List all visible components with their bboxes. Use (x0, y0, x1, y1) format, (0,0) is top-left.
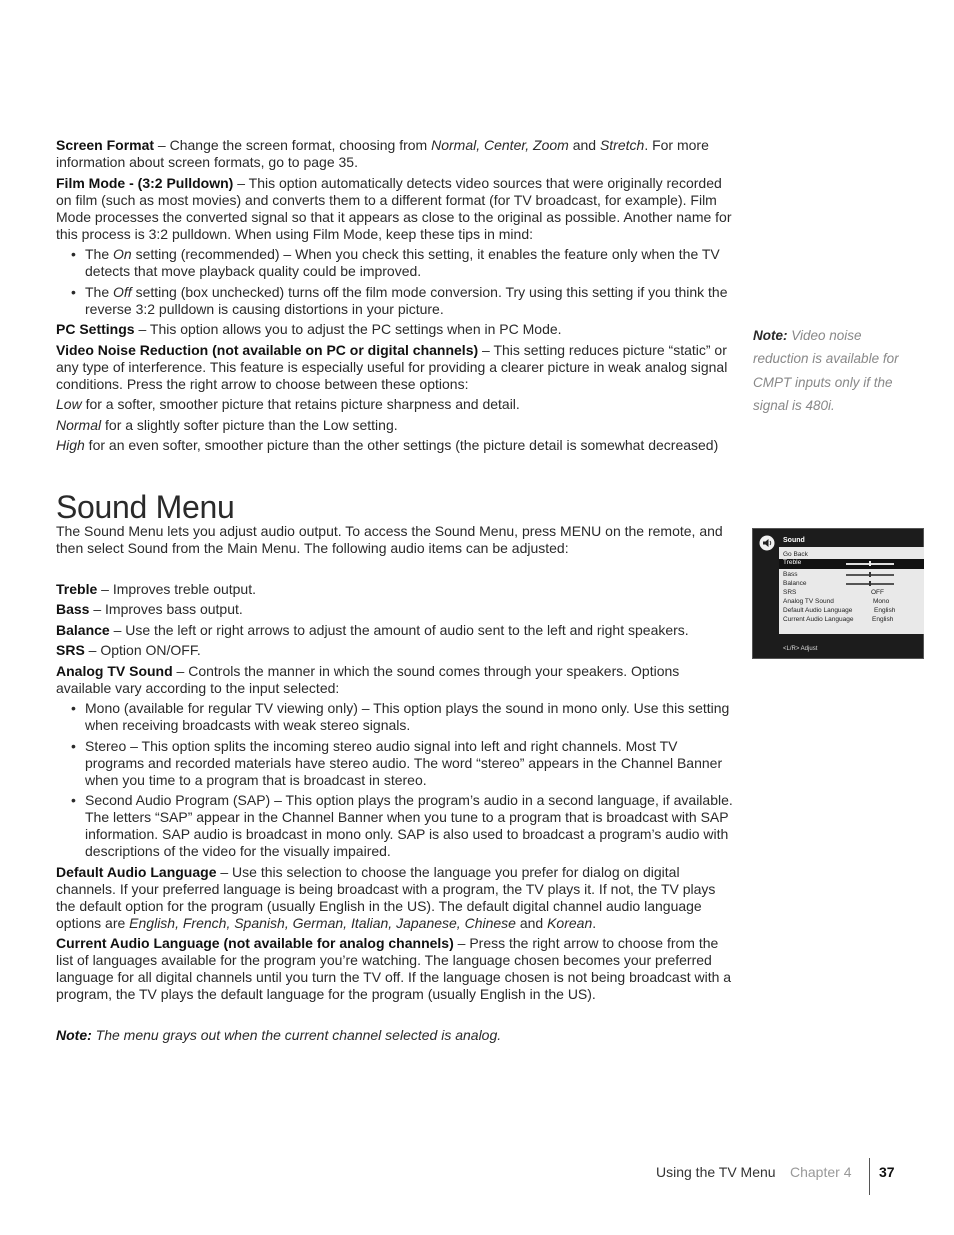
bass-paragraph (56, 601, 736, 618)
osd-row-srs: SRS (783, 589, 797, 596)
bullet-on-pre: The (85, 246, 114, 262)
default-language-and: and (515, 914, 548, 931)
vnr-low (56, 396, 736, 413)
bullet-off-post: setting (box unchecked) turns off the film mode conversion. Try using this setting if you think the reverse 3:2 pulldown is causing distortions in your picture. (85, 283, 728, 317)
footer-title: Using the TV Menu (656, 1164, 776, 1180)
balance-term: Balance (56, 621, 110, 638)
analog-bullet-sap: • Second Audio Program (SAP) – This option plays the program’s audio in a second language, if available. The letters “SAP” appear in the Channel Banner when you tune to a program that is broadcast with SAP information. SAP audio is broadcast in mono only. SAP is also used to broadcast a program’s audio with descriptions of the video for the visually impaired. (56, 792, 736, 860)
osd-row-default-language: Default Audio Language (783, 607, 853, 614)
side-note (753, 324, 913, 417)
default-language-list: English, French, Spanish, German, Italian, Japanese, Chinese (129, 914, 516, 931)
screen-format-and: and (568, 137, 600, 153)
osd-srs-value: OFF (871, 589, 884, 596)
current-language-paragraph (56, 935, 736, 1003)
current-language-text: – Press the right arrow to choose from the list of languages available for the program you’re watching. The language chosen becomes your preferred language for all digital channels until you turn the TV off. If the language chosen is not being broadcast with a program, the TV plays the default language for the program (usually English in the US). (56, 935, 732, 1002)
vnr-low-em: Low (56, 396, 82, 412)
film-mode-bullet-off (56, 284, 736, 318)
vnr-high-em: High (56, 437, 85, 453)
vnr-term: Video Noise Reduction (not available on PC or digital channels) (56, 341, 479, 358)
pc-settings-paragraph (56, 321, 736, 338)
osd-row-current-language: Current Audio Language (783, 616, 854, 623)
treble-text: – Improves treble output. (97, 580, 257, 597)
film-mode-paragraph (56, 175, 736, 243)
bullet-on-post: setting (recommended) – When you check this setting, it enables the feature only when the TV detects that move playback quality could be improved. (85, 246, 720, 279)
osd-balance-knob (869, 581, 871, 586)
analog-bullet-mono: • Mono (available for regular TV viewing only) – This option plays the sound in mono only. Use this setting when receiving broadcasts with weak stereo signals. (56, 700, 736, 734)
default-language-end: . (592, 914, 597, 931)
vnr-normal-em: Normal (56, 416, 102, 433)
bullet-on-em: On (113, 246, 132, 262)
vnr-text: – This setting reduces picture “static” or any type of interference. This feature is especially useful for providing a clearer picture in weak analog signal conditions. Press the right arrow to choose between these options: (56, 341, 728, 392)
vnr-low-text: for a softer, smoother picture that retains picture sharpness and detail. (81, 396, 520, 412)
osd-row-bass: Bass (783, 571, 798, 578)
footer-chapter: Chapter 4 (790, 1164, 852, 1180)
film-mode-bullet-on (56, 246, 736, 280)
side-note-label: Note: (753, 328, 788, 343)
balance-paragraph (56, 622, 736, 639)
osd-footer-hint: <L/R> Adjust (783, 646, 818, 652)
film-mode-term: Film Mode - (3:2 Pulldown) (56, 174, 234, 191)
treble-paragraph (56, 581, 736, 598)
osd-row-balance: Balance (783, 580, 807, 587)
sound-intro: The Sound Menu lets you adjust audio output. To access the Sound Menu, press MENU on the remote, and then select Sound from the Main Menu. The following audio items can be adjusted: (56, 523, 723, 556)
spacer-2 (56, 1007, 736, 1027)
bullet-off-pre: The (85, 283, 114, 300)
screen-format-paragraph (56, 137, 736, 171)
sound-menu-heading: Sound Menu (56, 489, 235, 525)
pc-settings-term: PC Settings (56, 321, 135, 337)
bass-text: – Improves bass output. (89, 601, 243, 617)
osd-title: Sound (783, 537, 805, 544)
balance-text: – Use the left or right arrows to adjust the amount of audio sent to the left and right speakers. (109, 621, 689, 638)
default-language-text: – Use this selection to choose the language you prefer for dialog on digital channels. If your preferred language is being broadcast with a program, the TV plays it. If not, the TV plays the default option for the program (usually English in the US). The default digital channel audio language options are (56, 863, 716, 931)
spacer (56, 561, 736, 581)
analog-paragraph (56, 663, 736, 697)
analog-bullets (56, 700, 736, 860)
treble-term: Treble (56, 580, 98, 597)
bottom-note-text: The menu grays out when the current channel selected is analog. (91, 1026, 502, 1043)
default-language-paragraph (56, 864, 736, 932)
srs-paragraph (56, 642, 736, 659)
screen-format-term: Screen Format (56, 137, 155, 153)
osd-current-language-value: English (872, 616, 894, 623)
analog-bullet-stereo: • Stereo – This option splits the incoming stereo audio signal into left and right channels. Most TV programs and recorded materials have stereo audio. The word “stereo” appears in the Channel Banner when you time to a program that is broadcast in stereo. (56, 738, 736, 789)
side-note-text: Video noise reduction is available for CMPT inputs only if the signal is 480i. (753, 328, 899, 413)
srs-term: SRS (56, 642, 85, 658)
vnr-high (56, 437, 736, 454)
screen-format-text-2: . For more information about screen formats, go to page 35. (56, 137, 709, 170)
screen-format-options: Normal, Center, Zoom (431, 137, 569, 153)
film-mode-text: – This option automatically detects video sources that were originally recorded on film (such as most movies) and converts them to a different format (for TV broadcast, for example). Film Mode processes the converted signal so that it appears as close to the original as possible. Another name for this process is 3:2 pulldown. When using Film Mode, keep these tips in mind: (56, 174, 732, 242)
vnr-high-text: for an even softer, smoother picture than the other settings (the picture detail is somewhat decreased) (84, 437, 719, 453)
osd-analog-value: Mono (873, 598, 890, 605)
osd-panel (779, 547, 924, 634)
main-content (56, 137, 736, 1047)
page-number: 37 (879, 1164, 895, 1180)
screen-format-text-1: – Change the screen format, choosing from (154, 137, 432, 153)
vnr-paragraph (56, 342, 736, 393)
default-language-term: Default Audio Language (56, 863, 217, 880)
sound-menu-screenshot (752, 528, 924, 659)
srs-text: – Option ON/OFF. (84, 642, 201, 658)
osd-default-language-value: English (874, 607, 896, 614)
osd-row-go-back: Go Back (783, 551, 808, 558)
osd-treble-knob (869, 561, 871, 566)
analog-text: – Controls the manner in which the sound comes through your speakers. Options available vary according to the input selected: (56, 662, 680, 696)
analog-term: Analog TV Sound (56, 662, 173, 679)
bottom-note-label: Note: (56, 1026, 92, 1043)
current-language-term: Current Audio Language (not available for analog channels) (56, 935, 454, 951)
osd-row-analog: Analog TV Sound (783, 598, 834, 605)
film-mode-bullets (56, 246, 736, 318)
bottom-note (56, 1027, 736, 1044)
screen-format-stretch: Stretch (599, 137, 645, 153)
pc-settings-text: – This option allows you to adjust the PC settings when in PC Mode. (134, 321, 562, 337)
osd-bass-knob (869, 572, 871, 577)
vnr-normal (56, 417, 736, 434)
bullet-off-em: Off (113, 283, 132, 300)
osd-row-treble-label: Treble (783, 559, 802, 566)
vnr-normal-text: for a slightly softer picture than the Low setting. (101, 416, 398, 433)
bass-term: Bass (56, 601, 90, 617)
speaker-icon (759, 535, 775, 551)
default-language-korean: Korean (547, 914, 593, 931)
footer-divider (869, 1158, 870, 1195)
